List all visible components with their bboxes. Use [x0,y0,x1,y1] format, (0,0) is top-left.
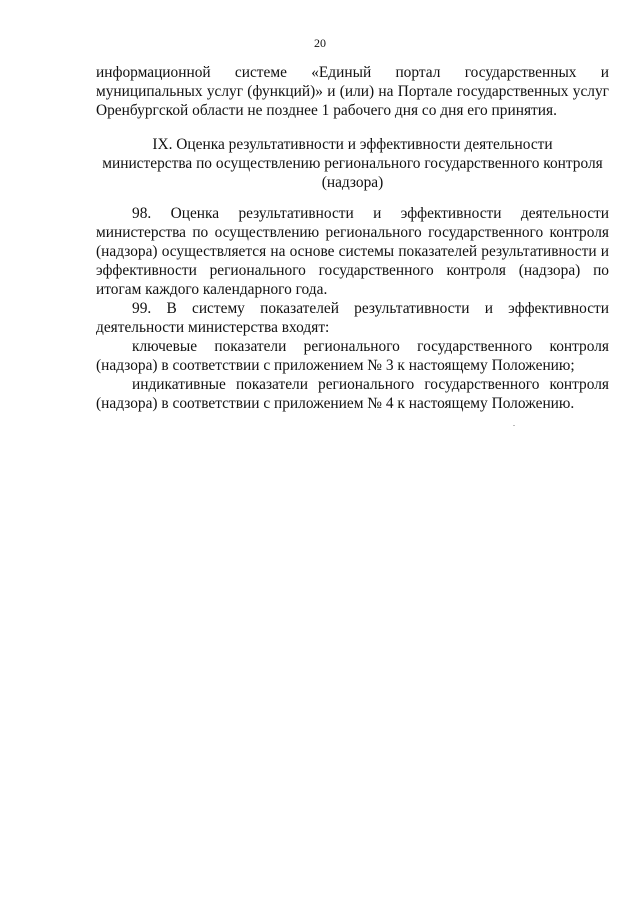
numbered-paragraphs [96,204,609,413]
text-line: 99. В систему показателей результативности и эффективности [132,300,609,317]
text-line: эффективности регионального государственного контроля (надзора) по [96,262,609,279]
text-line: Оренбургской области не позднее 1 рабочего дня со дня его принятия. [96,102,557,119]
heading-line: IX. Оценка результативности и эффективности деятельности [152,136,553,153]
text-line: (надзора) в соответствии с приложением № 4 к настоящему Положению. [96,395,575,412]
heading-line: (надзора) [321,174,384,191]
scan-speck [513,425,515,426]
text-line: деятельности министерства входят: [96,319,330,336]
text-line: (надзора) в соответствии с приложением № 3 к настоящему Положению; [96,357,575,374]
text-line: индикативные показатели регионального государственного контроля [132,376,609,393]
text-line: информационной системе «Единый портал государственных и [96,64,609,81]
page-number: 20 [314,36,326,50]
text-line: муниципальных услуг (функций)» и (или) на Портале государственных услуг [96,83,609,100]
text-line: 98. Оценка результативности и эффективности деятельности [132,205,609,222]
section-heading [96,135,609,192]
continuation-paragraph [96,63,609,120]
text-line: ключевые показатели регионального государственного контроля [132,338,609,355]
text-line: итогам каждого календарного года. [96,281,328,298]
heading-line: министерства по осуществлению регионального государственного контроля [102,155,603,172]
text-line: (надзора) осуществляется на основе системы показателей результативности и [96,243,609,260]
text-line: министерства по осуществлению регионального государственного контроля [96,224,609,241]
